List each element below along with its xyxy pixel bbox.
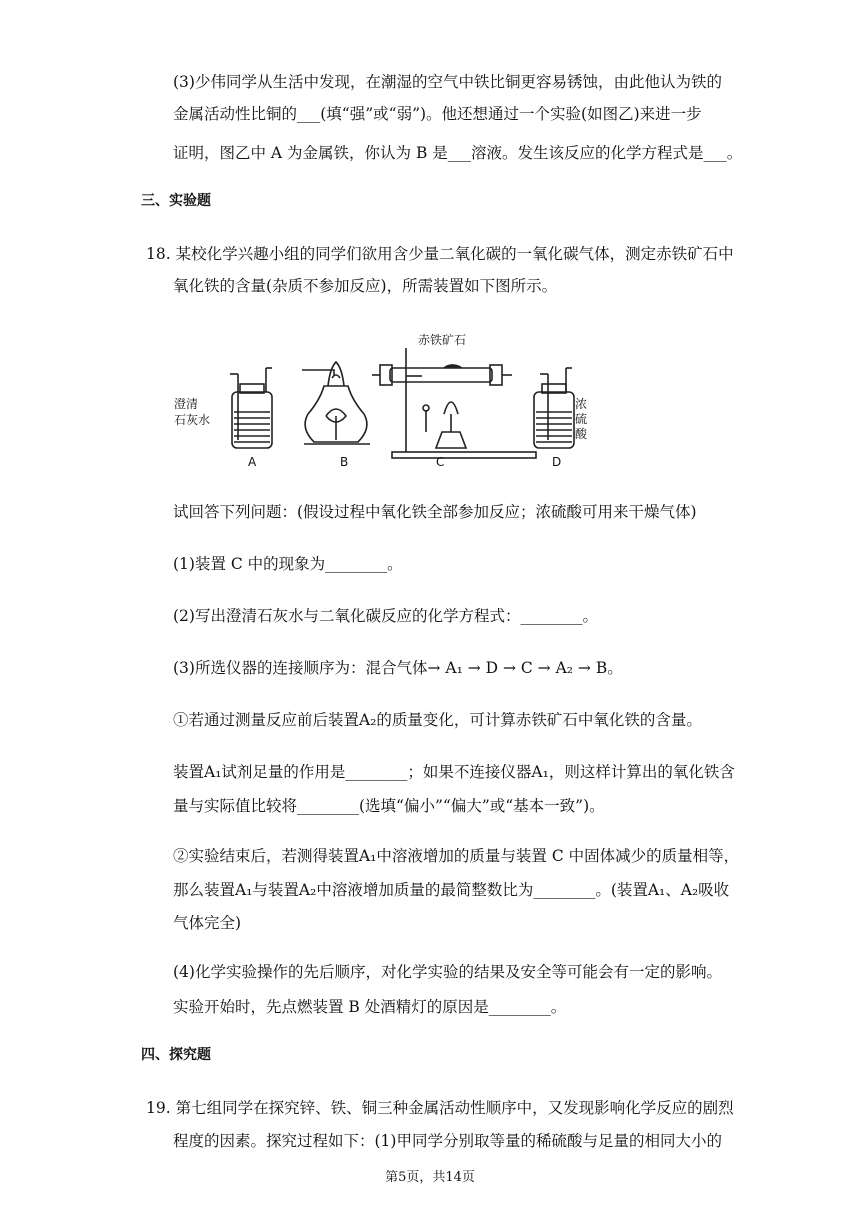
- apparatus-a-bottle: [230, 368, 272, 448]
- label-limewater-2: 石灰水: [174, 413, 211, 427]
- text-line: 气体完全): [173, 914, 242, 932]
- label-acid-3: 酸: [575, 427, 588, 441]
- text-line: (1)装置 C 中的现象为________。: [173, 555, 403, 573]
- text-line: ②实验结束后，若测得装置A₁中溶液增加的质量与装置 C 中固体减少的质量相等，: [173, 847, 740, 865]
- text-line: (3)所选仪器的连接顺序为：混合气体→ A₁ → D → C → A₂ → B。: [173, 659, 623, 677]
- apparatus-d-bottle: [534, 368, 574, 448]
- question-line: 19. 第七组同学在探究锌、铁、铜三种金属活动性顺序中，又发现影响化学反应的剧烈: [146, 1099, 734, 1117]
- label-acid-2: 硫: [575, 412, 588, 426]
- text-line: 氧化铁的含量(杂质不参加反应)，所需装置如下图所示。: [173, 277, 558, 295]
- text-line: (4)化学实验操作的先后顺序，对化学实验的结果及安全等可能会有一定的影响。: [173, 963, 722, 981]
- text-line: (2)写出澄清石灰水与二氧化碳反应的化学方程式：________。: [173, 607, 598, 625]
- letter-d: D: [552, 455, 562, 469]
- text-line: (3)少伟同学从生活中发现，在潮湿的空气中铁比铜更容易锈蚀，由此他认为铁的: [173, 73, 722, 91]
- letter-a: A: [248, 455, 257, 469]
- text-line: 金属活动性比铜的___(填“强”或“弱”)。他还想通过一个实验(如图乙)来进一步: [173, 105, 702, 123]
- text-line: 证明，图乙中 A 为金属铁，你认为 B 是___溶液。发生该反应的化学方程式是___。: [173, 144, 743, 162]
- apparatus-b-lamp: [302, 362, 370, 444]
- letter-c: C: [436, 455, 445, 469]
- text-line: 那么装置A₁与装置A₂中溶液增加质量的最简整数比为________。(装置A₁、A₂吸收: [173, 881, 730, 899]
- letter-b: B: [340, 455, 349, 469]
- text-line: ①若通过测量反应前后装置A₂的质量变化，可计算赤铁矿石中氧化铁的含量。: [173, 711, 702, 729]
- label-acid-1: 浓: [575, 397, 588, 411]
- apparatus-c-stand: [372, 348, 536, 458]
- label-hematite: 赤铁矿石: [418, 333, 467, 347]
- page-footer: 第5页，共14页: [385, 1170, 475, 1185]
- question-line: 18. 某校化学兴趣小组的同学们欲用含少量二氧化碳的一氧化碳气体，测定赤铁矿石中: [146, 245, 734, 263]
- text-line: 试回答下列问题：(假设过程中氧化铁全部参加反应；浓硫酸可用来干燥气体): [173, 503, 697, 521]
- text-line: 实验开始时，先点燃装置 B 处酒精灯的原因是________。: [173, 998, 567, 1016]
- text-line: 装置A₁试剂足量的作用是________；如果不连接仪器A₁，则这样计算出的氧化铁含: [173, 763, 735, 781]
- text-line: 程度的因素。探究过程如下：(1)甲同学分别取等量的稀硫酸与足量的相同大小的: [173, 1132, 722, 1150]
- section-heading: 三、实验题: [141, 193, 211, 209]
- label-limewater-1: 澄清: [174, 397, 199, 411]
- text-line: 量与实际值比较将________(选填“偏小”“偏大”或“基本一致”)。: [173, 797, 605, 815]
- section-heading: 四、探究题: [141, 1047, 211, 1063]
- apparatus-figure: [174, 328, 588, 472]
